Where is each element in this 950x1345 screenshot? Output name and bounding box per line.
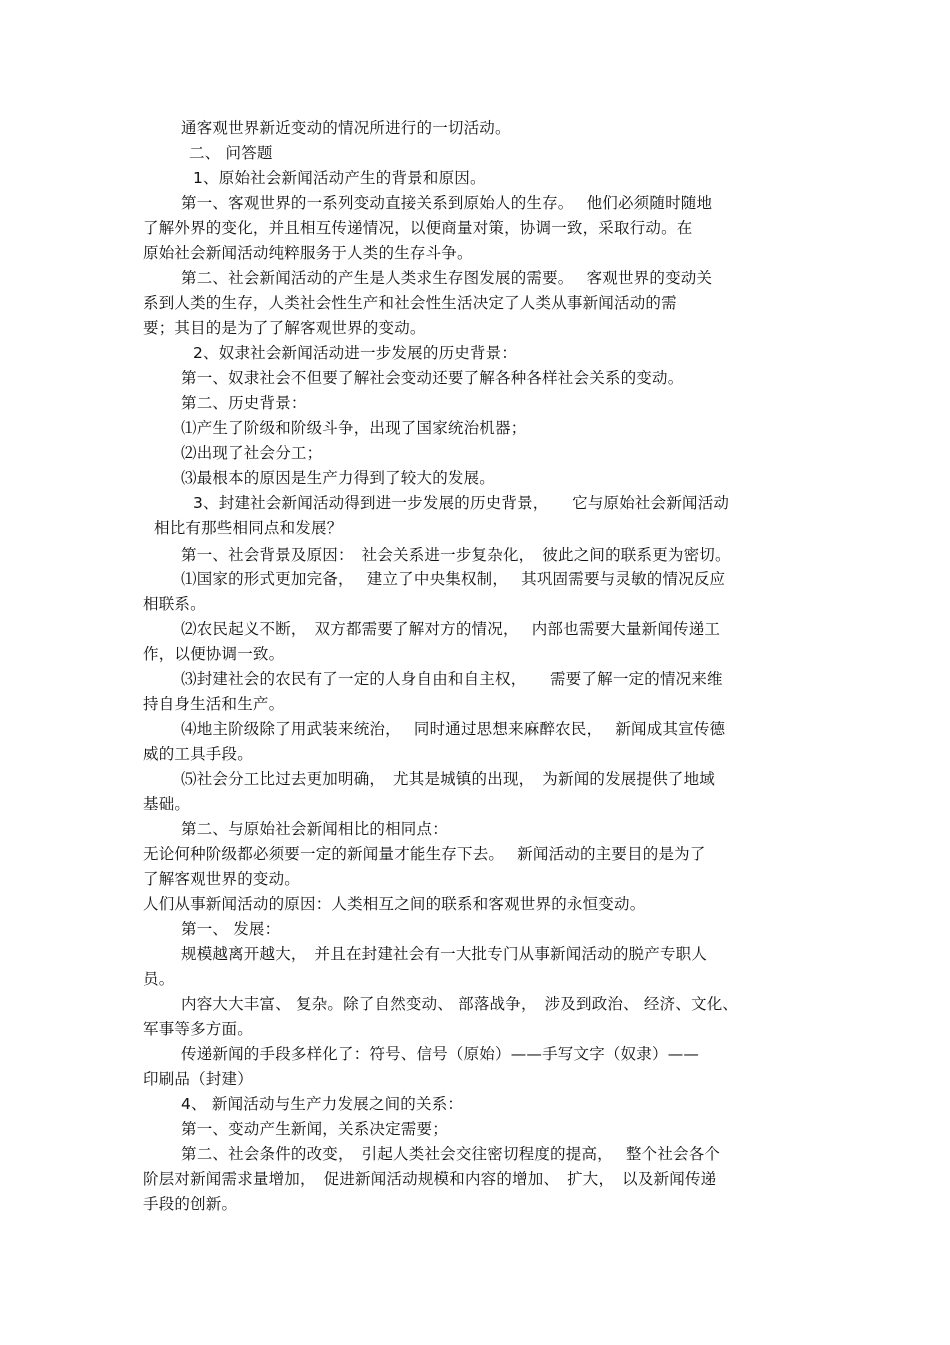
text-line: 阶层对新闻需求量增加， 促进新闻活动规模和内容的增加、 扩大， 以及新闻传递 <box>143 1170 717 1188</box>
text-line: 印刷品（封建） <box>143 1070 253 1088</box>
question-heading: 3、封建社会新闻活动得到进一步发展的历史背景， 它与原始社会新闻活动 <box>193 494 730 512</box>
text-line: ⑵出现了社会分工； <box>181 444 323 462</box>
text-line: 第二、社会新闻活动的产生是人类求生存图发展的需要。 客观世界的变动关 <box>181 269 713 287</box>
text-line: 第一、 发展： <box>181 920 281 938</box>
text-line: 内容大大丰富、 复杂。除了自然变动、 部落战争， 涉及到政治、 经济、文化、 <box>181 995 739 1013</box>
text-line: 要；其目的是为了了解客观世界的变动。 <box>143 319 426 337</box>
text-line: 基础。 <box>143 795 191 813</box>
question-heading: 1、原始社会新闻活动产生的背景和原因。 <box>193 169 486 187</box>
text-line: ⑵农民起义不断， 双方都需要了解对方的情况， 内部也需要大量新闻传递工 <box>181 620 721 638</box>
text-line: 第二、社会条件的改变， 引起人类社会交往密切程度的提高， 整个社会各个 <box>181 1145 721 1163</box>
text-line: 第二、与原始社会新闻相比的相同点： <box>181 820 448 838</box>
text-line: 传递新闻的手段多样化了：符号、信号（原始）——手写文字（奴隶）—— <box>181 1045 700 1063</box>
text-line: 了解外界的变化，并且相互传递情况，以便商量对策，协调一致，采取行动。在 <box>143 219 693 237</box>
text-line: 第一、客观世界的一系列变动直接关系到原始人的生存。 他们必须随时随地 <box>181 194 713 212</box>
text-line: 了解客观世界的变动。 <box>143 870 301 888</box>
text-line: ⑸社会分工比过去更加明确， 尤其是城镇的出现， 为新闻的发展提供了地域 <box>181 770 716 788</box>
text-line: 持自身生活和生产。 <box>143 695 285 713</box>
text-line: ⑶封建社会的农民有了一定的人身自由和自主权， 需要了解一定的情况来维 <box>181 670 723 688</box>
text-line: 人们从事新闻活动的原因：人类相互之间的联系和客观世界的永恒变动。 <box>143 895 646 913</box>
text-line: 第一、奴隶社会不但要了解社会变动还要了解各种各样社会关系的变动。 <box>181 369 684 387</box>
text-line: 规模越离开越大， 并且在封建社会有一大批专门从事新闻活动的脱产专职人 <box>181 945 708 963</box>
text-line: 军事等多方面。 <box>143 1020 253 1038</box>
text-line: 手段的创新。 <box>143 1195 238 1213</box>
text-line: 威的工具手段。 <box>143 745 253 763</box>
text-line: 作，以便协调一致。 <box>143 645 285 663</box>
section-heading: 二、 问答题 <box>189 144 273 162</box>
text-line: 员。 <box>143 970 175 988</box>
question-heading: 4、 新闻活动与生产力发展之间的关系： <box>181 1095 464 1113</box>
text-line: 无论何种阶级都必须要一定的新闻量才能生存下去。 新闻活动的主要目的是为了 <box>143 845 706 863</box>
question-heading: 2、奴隶社会新闻活动进一步发展的历史背景： <box>193 344 518 362</box>
text-line: 通客观世界新近变动的情况所进行的一切活动。 <box>181 119 511 137</box>
text-line: ⑷地主阶级除了用武装来统治， 同时通过思想来麻醉农民， 新闻成其宣传德 <box>181 720 726 738</box>
text-line: ⑴产生了阶级和阶级斗争，出现了国家统治机器； <box>181 419 527 437</box>
question-heading: 相比有那些相同点和发展？ <box>154 519 343 537</box>
text-line: 第二、历史背景： <box>181 394 307 412</box>
text-line: 第一、变动产生新闻，关系决定需要； <box>181 1120 448 1138</box>
text-line: 第一、社会背景及原因： 社会关系进一步复杂化， 彼此之间的联系更为密切。 <box>181 546 731 564</box>
text-line: 相联系。 <box>143 595 206 613</box>
text-line: ⑶最根本的原因是生产力得到了较大的发展。 <box>181 469 496 487</box>
text-line: 系到人类的生存，人类社会性生产和社会性生活决定了人类从事新闻活动的需 <box>143 294 677 312</box>
text-line: 原始社会新闻活动纯粹服务于人类的生存斗争。 <box>143 244 473 262</box>
text-line: ⑴国家的形式更加完备， 建立了中央集权制， 其巩固需要与灵敏的情况反应 <box>181 570 726 588</box>
